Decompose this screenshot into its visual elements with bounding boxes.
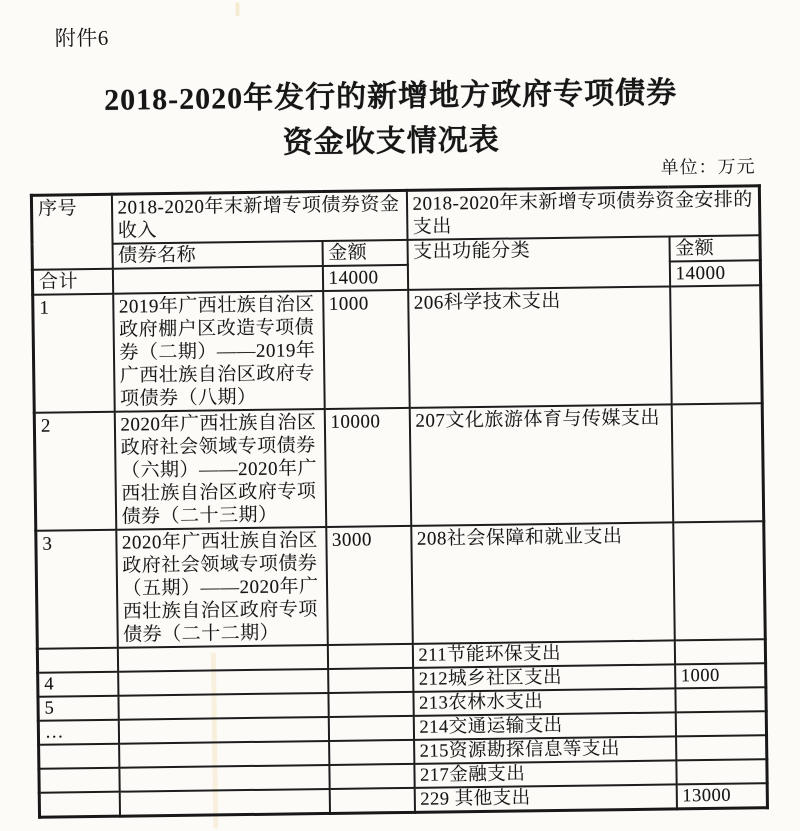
bond-name-header-cell: 债券名称: [112, 241, 322, 269]
expense-215-cell: 215资源勘探信息等支出: [414, 736, 676, 763]
bond-row-2: [34, 403, 764, 531]
bond-2-amount-cell: 10000: [324, 408, 411, 527]
expense-208-amount-cell: [673, 521, 766, 640]
row-217-seq-cell: [39, 768, 119, 793]
expense-213-amount-cell: [675, 687, 766, 712]
expense-category-header-cell: 支出功能分类: [407, 236, 670, 289]
expense-213-cell: 213农林水支出: [413, 688, 675, 715]
seq-header-cell: 序号: [31, 194, 112, 270]
expense-212-cell: 212城乡社区支出: [413, 664, 675, 691]
expense-207-cell: 207文化旅游体育与传媒支出: [409, 404, 673, 525]
bond-row-3: [36, 521, 766, 649]
row-215-amount-cell: [329, 740, 414, 765]
row-229-name-cell: [119, 789, 329, 816]
bond-funds-table: [30, 184, 769, 819]
row-217-amount-cell: [329, 764, 414, 789]
row-229-seq-cell: [39, 792, 119, 818]
expense-217-cell: 217金融支出: [414, 760, 676, 787]
expense-215-amount-cell: [676, 735, 767, 760]
expense-212-amount-cell: 1000: [675, 663, 766, 688]
expense-217-amount-cell: [676, 759, 767, 784]
bond-2-seq-cell: 2: [34, 412, 116, 531]
total-label-cell: 合计: [32, 269, 112, 295]
unit-note: 单位：万元: [660, 156, 756, 178]
bond-2-name-cell: 2020年广西壮族自治区政府社会领域专项债券（六期）——2020年广西壮族自治区政府专项债券（二十三期）: [114, 409, 326, 530]
total-bond-name-cell: [112, 266, 322, 294]
expense-206-cell: 206科学技术支出: [408, 286, 672, 407]
row-215-seq-cell: [39, 744, 119, 769]
expense-214-amount-cell: [675, 711, 766, 736]
total-expense-amount-cell: 14000: [669, 260, 760, 286]
bond-3-seq-cell: 3: [36, 530, 118, 649]
row-211-amount-cell: [327, 644, 412, 669]
title-line-2: 资金收支情况表: [282, 123, 500, 160]
expense-206-amount-cell: [670, 285, 763, 404]
row-214-name-cell: [118, 717, 328, 744]
expense-amount-header-cell: 金额: [669, 235, 760, 261]
row-212-seq-cell: 4: [38, 672, 118, 697]
total-income-amount-cell: 14000: [322, 265, 407, 291]
row-229-amount-cell: [329, 788, 414, 814]
row-212-name-cell: [118, 669, 328, 696]
row-213-name-cell: [118, 693, 328, 720]
bond-1-name-cell: 2019年广西壮族自治区政府棚户区改造专项债券（二期）——2019年广西壮族自治区政府专项债券（八期）: [113, 291, 325, 412]
bond-3-name-cell: 2020年广西壮族自治区政府社会领域专项债券（五期）——2020年广西壮族自治区政府专项债券（二十二期）: [116, 527, 328, 648]
attachment-label: 附件6: [54, 25, 109, 51]
expense-207-amount-cell: [671, 403, 764, 522]
expense-208-cell: 208社会保障和就业支出: [411, 522, 675, 643]
title-line-1: 2018-2020年发行的新增地方政府专项债券: [103, 76, 678, 117]
expense-214-cell: 214交通运输支出: [413, 712, 675, 739]
row-212-amount-cell: [328, 668, 413, 693]
row-214-amount-cell: [328, 716, 413, 741]
expense-229-amount-cell: 13000: [676, 783, 767, 809]
bond-row-1: [33, 285, 763, 413]
row-215-name-cell: [119, 741, 329, 768]
income-amount-header-cell: 金额: [322, 240, 407, 266]
expense-229-cell: 229 其他支出: [414, 784, 676, 812]
expense-group-header-cell: 2018-2020年末新增专项债券资金安排的支出: [406, 186, 760, 240]
income-group-header-cell: 2018-2020年末新增专项债券资金收入: [111, 190, 407, 243]
row-211-name-cell: [117, 645, 327, 672]
scan-artifact-streak-top: [235, 2, 239, 16]
expense-211-cell: 211节能环保支出: [412, 640, 674, 667]
row-211-seq-cell: [37, 648, 117, 673]
bond-1-amount-cell: 1000: [323, 290, 410, 409]
bond-3-amount-cell: 3000: [326, 526, 413, 645]
row-213-amount-cell: [328, 692, 413, 717]
expense-211-amount-cell: [674, 639, 765, 664]
row-217-name-cell: [119, 765, 329, 792]
bond-1-seq-cell: 1: [33, 294, 115, 413]
row-213-seq-cell: 5: [38, 696, 118, 721]
row-214-seq-cell: …: [38, 720, 118, 745]
